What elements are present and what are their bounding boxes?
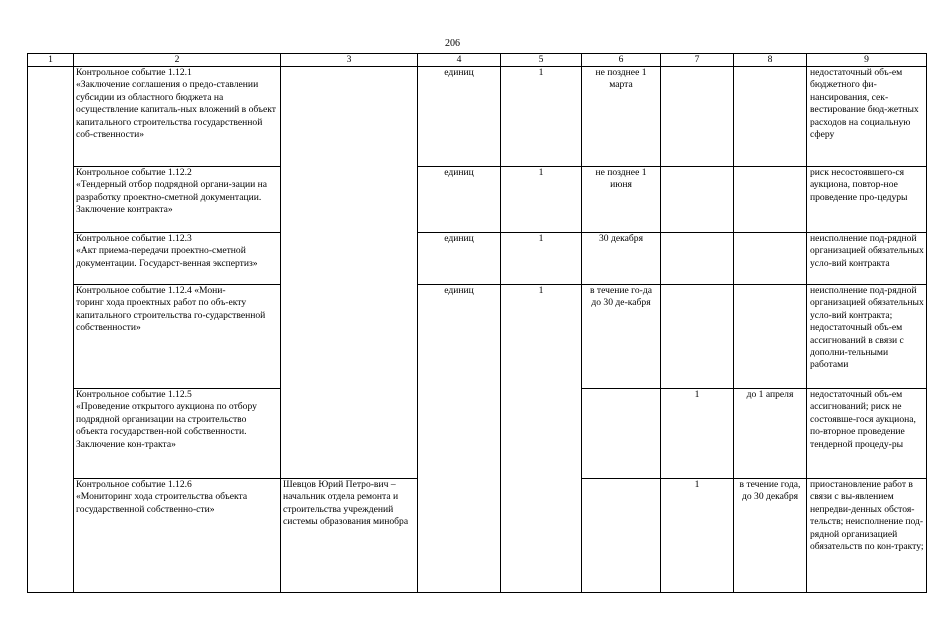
risk-cell: риск несостоявшего-ся аукциона, повтор-ное проведение про-цедуры <box>807 167 927 233</box>
event-text: «Акт приема-передачи проектно-сметной документации. Государст-венная экспертиз» <box>76 245 258 269</box>
col-header-2: 2 <box>74 54 281 67</box>
value-cell: 1 <box>501 285 582 593</box>
col7-cell <box>661 285 734 389</box>
event-text: «Тендерный отбор подрядной органи-зации на разработку проектно-сметной документации. Заключение контракта» <box>76 179 268 216</box>
col7-cell <box>661 67 734 167</box>
event-text: «Мониторинг хода строительства объекта государственной собственно-сти» <box>76 491 248 515</box>
event-title: Контрольное событие 1.12.1 <box>76 67 192 78</box>
table-row <box>28 233 927 285</box>
table-row <box>28 167 927 233</box>
deadline-cell: в течение го-да до 30 де-кабря <box>582 285 661 389</box>
col-header-8: 8 <box>734 54 807 67</box>
unit-cell: единиц <box>418 285 501 593</box>
unit-cell: единиц <box>418 167 501 233</box>
col8-cell: до 1 апреля <box>734 389 807 479</box>
col-header-9: 9 <box>807 54 927 67</box>
event-description <box>74 233 281 285</box>
event-text: «Заключение соглашения о предо-ставлении субсидии из областного бюджета на осуществление капиталь-ных вложений в объект капитального строительства государственной соб-ственности» <box>76 79 276 141</box>
deadline-cell: 30 декабря <box>582 233 661 285</box>
col8-cell <box>734 167 807 233</box>
table-row <box>28 67 927 167</box>
event-title: Контрольное событие 1.12.4 «Мони- <box>76 285 226 296</box>
event-title: Контрольное событие 1.12.6 <box>76 479 192 490</box>
col8-cell <box>734 233 807 285</box>
event-text: торинг хода проектных работ по объ-екту капитального строительства го-сударственной собственности» <box>76 297 266 334</box>
col7-cell <box>661 233 734 285</box>
risk-cell: приостановление работ в связи с вы-явлением непредви-денных обстоя-тельств; неисполнение под-рядной организацией обязательств по кон-тракту; <box>807 479 927 593</box>
event-description <box>74 389 281 479</box>
event-description <box>74 167 281 233</box>
unit-cell: единиц <box>418 233 501 285</box>
risk-cell: неисполнение под-рядной организацией обязательных усло-вий контракта <box>807 233 927 285</box>
risk-cell: неисполнение под-рядной организацией обязательных усло-вий контракта; недостаточный объ-ем ассигнований в связи с дополни-тельными работами <box>807 285 927 389</box>
col7-cell: 1 <box>661 389 734 479</box>
col-header-1: 1 <box>28 54 74 67</box>
event-title: Контрольное событие 1.12.3 <box>76 233 192 244</box>
responsible-cell <box>281 67 418 479</box>
col8-cell: в течение года, до 30 декабря <box>734 479 807 593</box>
value-cell: 1 <box>501 67 582 167</box>
risk-cell: недостаточный объ-ем ассигнований; риск не состоявше-гося аукциона, по-вторное проведение тендерной процеду-ры <box>807 389 927 479</box>
event-title: Контрольное событие 1.12.5 <box>76 389 192 400</box>
unit-cell: единиц <box>418 67 501 167</box>
col7-cell: 1 <box>661 479 734 593</box>
col-header-5: 5 <box>501 54 582 67</box>
col8-cell <box>734 67 807 167</box>
event-description <box>74 479 281 593</box>
event-title: Контрольное событие 1.12.2 <box>76 167 192 178</box>
col-header-4: 4 <box>418 54 501 67</box>
deadline-cell: не позднее 1 июня <box>582 167 661 233</box>
event-description <box>74 285 281 389</box>
responsible-cell: Шевцов Юрий Петро-вич – начальник отдела ремонта и строительства учреждений системы образования минобра <box>281 479 418 593</box>
page-number: 206 <box>445 38 460 49</box>
deadline-cell <box>582 389 661 479</box>
value-cell: 1 <box>501 167 582 233</box>
control-events-table <box>27 53 927 593</box>
col1-empty-cell <box>28 67 74 593</box>
deadline-cell: не позднее 1 марта <box>582 67 661 167</box>
col8-cell <box>734 285 807 389</box>
deadline-cell <box>582 479 661 593</box>
col-header-3: 3 <box>281 54 418 67</box>
col-header-7: 7 <box>661 54 734 67</box>
event-description <box>74 67 281 167</box>
col7-cell <box>661 167 734 233</box>
col-header-6: 6 <box>582 54 661 67</box>
risk-cell: недостаточный объ-ем бюджетного фи-нансирования, сек-вестирование бюд-жетных расходов на социальную сферу <box>807 67 927 167</box>
header-row <box>28 54 927 67</box>
table-row <box>28 285 927 389</box>
value-cell: 1 <box>501 233 582 285</box>
event-text: «Проведение открытого аукциона по отбору подрядной организации на строительство объекта государствен-ной собственности. Заключение кон-тракта» <box>76 401 257 450</box>
